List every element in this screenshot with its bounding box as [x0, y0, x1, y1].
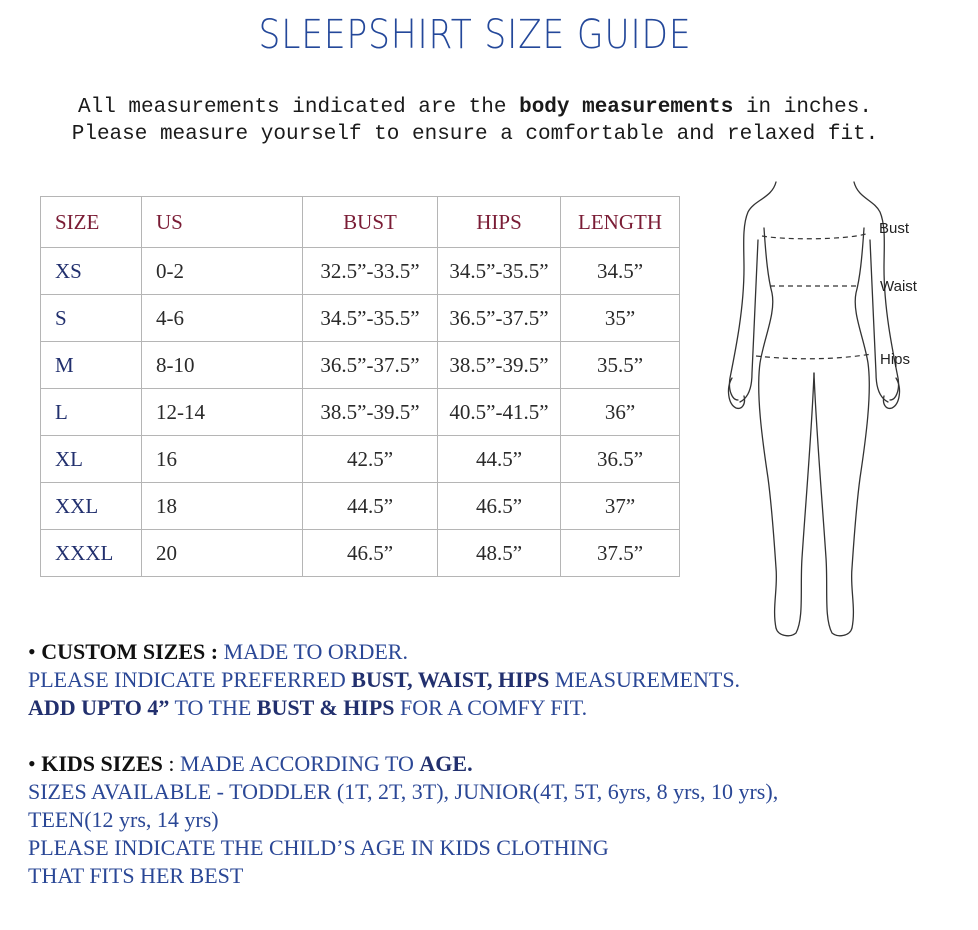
- us-cell: 12-14: [142, 389, 303, 436]
- hips-measure-line: [756, 354, 872, 359]
- kids-line-4: PLEASE INDICATE THE CHILD’S AGE IN KIDS CLOTHING: [28, 835, 609, 860]
- length-cell: 36”: [561, 389, 680, 436]
- bust-cell: 42.5”: [303, 436, 438, 483]
- kids-line-3: TEEN(12 yrs, 14 yrs): [28, 807, 219, 832]
- header-us: US: [142, 197, 303, 248]
- size-cell: XXL: [41, 483, 142, 530]
- table-row: [41, 248, 680, 295]
- custom-text-2a: PLEASE INDICATE PREFERRED: [28, 667, 352, 692]
- custom-text-3d: FOR A COMFY FIT.: [394, 695, 588, 720]
- table-row: [41, 530, 680, 577]
- length-cell: 37”: [561, 483, 680, 530]
- hips-cell: 40.5”-41.5”: [438, 389, 561, 436]
- bullet-icon: •: [28, 751, 36, 776]
- custom-heading: CUSTOM SIZES :: [41, 639, 219, 664]
- header-length: LENGTH: [561, 197, 680, 248]
- size-cell: XXXL: [41, 530, 142, 577]
- table-row: [41, 295, 680, 342]
- bust-cell: 32.5”-33.5”: [303, 248, 438, 295]
- table-row: [41, 389, 680, 436]
- us-cell: 18: [142, 483, 303, 530]
- size-cell: L: [41, 389, 142, 436]
- length-cell: 34.5”: [561, 248, 680, 295]
- size-cell: XL: [41, 436, 142, 483]
- custom-sizes-note: [28, 638, 958, 722]
- hips-label: Hips: [880, 351, 911, 368]
- hips-cell: 48.5”: [438, 530, 561, 577]
- bust-cell: 38.5”-39.5”: [303, 389, 438, 436]
- hips-cell: 34.5”-35.5”: [438, 248, 561, 295]
- header-hips: HIPS: [438, 197, 561, 248]
- intro-line-1: [0, 94, 950, 121]
- us-cell: 16: [142, 436, 303, 483]
- us-cell: 20: [142, 530, 303, 577]
- custom-line-3: [28, 694, 958, 722]
- hips-cell: 46.5”: [438, 483, 561, 530]
- size-cell: XS: [41, 248, 142, 295]
- kids-colon: :: [162, 751, 181, 776]
- length-cell: 35.5”: [561, 342, 680, 389]
- custom-text-1: MADE TO ORDER.: [218, 639, 408, 664]
- size-cell: M: [41, 342, 142, 389]
- table-row: [41, 483, 680, 530]
- waist-label: Waist: [880, 278, 917, 295]
- bust-label: Bust: [879, 220, 910, 237]
- bust-cell: 34.5”-35.5”: [303, 295, 438, 342]
- us-cell: 4-6: [142, 295, 303, 342]
- kids-text-1: MADE ACCORDING TO: [180, 751, 420, 776]
- us-cell: 0-2: [142, 248, 303, 295]
- table-row: [41, 436, 680, 483]
- page-title: SLEEPSHIRT SIZE GUIDE: [258, 12, 692, 58]
- length-cell: 37.5”: [561, 530, 680, 577]
- custom-line-1: [28, 638, 958, 666]
- table-row: [41, 342, 680, 389]
- kids-line-1: [28, 750, 958, 778]
- custom-text-3a: ADD UPTO 4”: [28, 695, 170, 720]
- bust-cell: 36.5”-37.5”: [303, 342, 438, 389]
- notes-section: [28, 638, 958, 918]
- size-cell: S: [41, 295, 142, 342]
- custom-text-2c: MEASUREMENTS.: [549, 667, 741, 692]
- custom-line-2: [28, 666, 958, 694]
- hips-cell: 44.5”: [438, 436, 561, 483]
- intro-line-1-bold: body measurements: [519, 96, 734, 119]
- intro-line-2: Please measure yourself to ensure a comfortable and relaxed fit.: [71, 123, 879, 146]
- length-cell: 36.5”: [561, 436, 680, 483]
- kids-line-2: SIZES AVAILABLE - TODDLER (1T, 2T, 3T), JUNIOR(4T, 5T, 6yrs, 8 yrs, 10 yrs),: [28, 779, 779, 804]
- bust-cell: 46.5”: [303, 530, 438, 577]
- table-header-row: [41, 197, 680, 248]
- bust-measure-line: [762, 234, 866, 239]
- kids-sizes-note: [28, 750, 958, 890]
- custom-text-3c: BUST & HIPS: [256, 695, 395, 720]
- hips-cell: 38.5”-39.5”: [438, 342, 561, 389]
- custom-text-2b: BUST, WAIST, HIPS: [351, 667, 550, 692]
- intro-line-1-end: in inches.: [733, 96, 872, 119]
- bust-cell: 44.5”: [303, 483, 438, 530]
- custom-text-3b: TO THE: [169, 695, 257, 720]
- header-bust: BUST: [303, 197, 438, 248]
- us-cell: 8-10: [142, 342, 303, 389]
- size-table: [40, 196, 680, 577]
- header-size: SIZE: [41, 197, 142, 248]
- hips-cell: 36.5”-37.5”: [438, 295, 561, 342]
- kids-heading: KIDS SIZES: [41, 751, 163, 776]
- intro-line-1-start: All measurements indicated are the: [78, 96, 520, 119]
- body-figure: [724, 178, 924, 643]
- length-cell: 35”: [561, 295, 680, 342]
- kids-text-1-bold: AGE.: [419, 751, 473, 776]
- bullet-icon: •: [28, 639, 36, 664]
- body-outline-illustration: [724, 178, 924, 638]
- kids-line-5: THAT FITS HER BEST: [28, 863, 244, 888]
- intro-text: [0, 94, 950, 148]
